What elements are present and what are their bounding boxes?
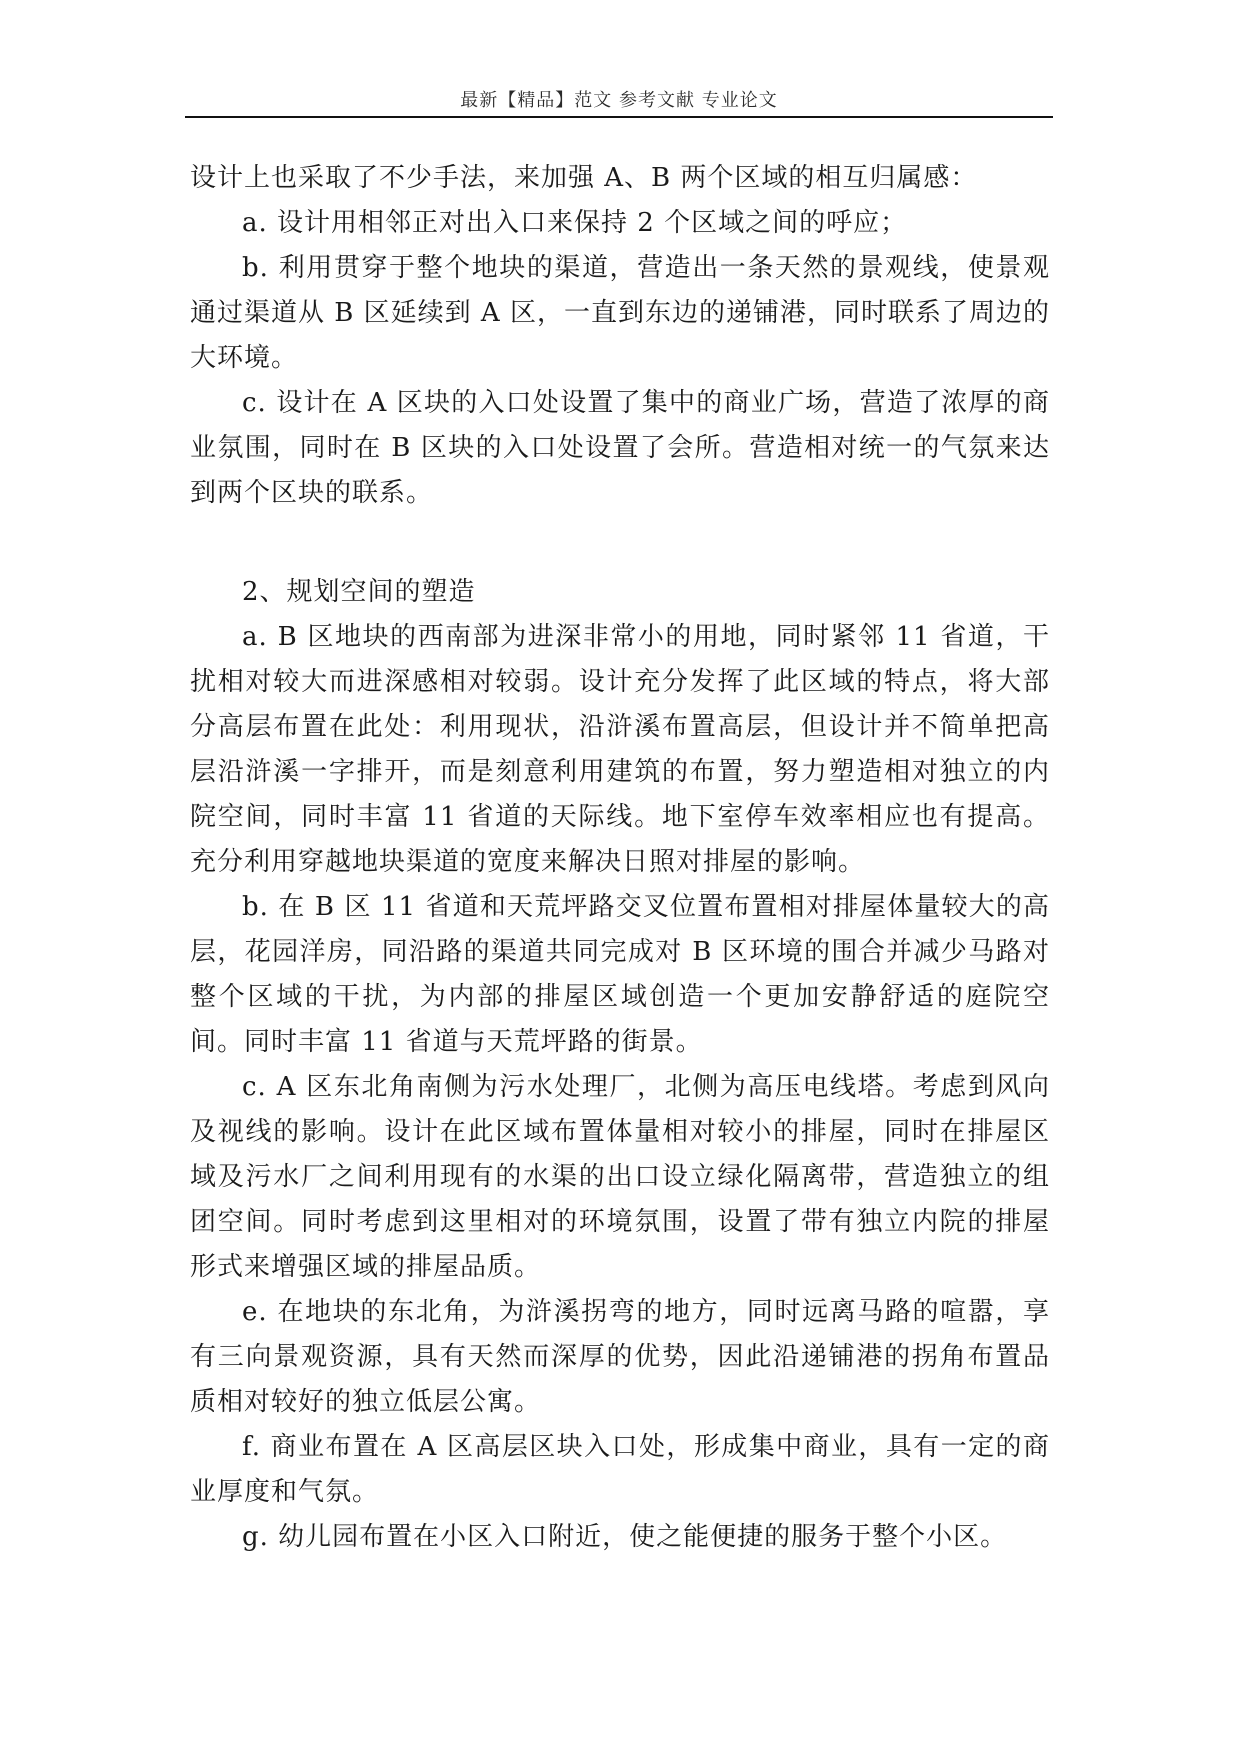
list-item-b: b. 利用贯穿于整个地块的渠道，营造出一条天然的景观线，使景观通过渠道从 B 区延续到 A 区，一直到东边的递铺港，同时联系了周边的大环境。: [190, 253, 1050, 373]
section-item-e: e. 在地块的东北角，为浒溪拐弯的地方，同时远离马路的喧嚣，享有三向景观资源，具有天然而深厚的优势，因此沿递铺港的拐角布置品质相对较好的独立低层公寓。: [190, 1297, 1050, 1417]
section-item-c: c. A 区东北角南侧为污水处理厂，北侧为高压电线塔。考虑到风向及视线的影响。设计在此区域布置体量相对较小的排屋，同时在排屋区域及污水厂之间利用现有的水渠的出口设立绿化隔离带，营造独立的组团空间。同时考虑到这里相对的环境氛围，设置了带有独立内院的排屋形式来增强区域的排屋品质。: [190, 1072, 1050, 1282]
section-item-g: g. 幼儿园布置在小区入口附近，使之能便捷的服务于整个小区。: [242, 1522, 1008, 1552]
section-heading: 2、规划空间的塑造: [242, 577, 476, 607]
page-header: 最新【精品】范文 参考文献 专业论文: [460, 90, 778, 111]
intro-paragraph: 设计上也采取了不少手法，来加强 A、B 两个区域的相互归属感：: [190, 163, 978, 193]
document-body: [190, 156, 1050, 1560]
list-item-a: a. 设计用相邻正对出入口来保持 2 个区域之间的呼应；: [242, 208, 908, 238]
section-item-b: b. 在 B 区 11 省道和天荒坪路交叉位置布置相对排屋体量较大的高层，花园洋房，同沿路的渠道共同完成对 B 区环境的围合并减少马路对整个区域的干扰，为内部的排屋区域创造一个更加安静舒适的庭院空间。同时丰富 11 省道与天荒坪路的街景。: [190, 892, 1050, 1057]
list-item-c: c. 设计在 A 区块的入口处设置了集中的商业广场，营造了浓厚的商业氛围，同时在 B 区块的入口处设置了会所。营造相对统一的气氛来达到两个区块的联系。: [190, 388, 1050, 508]
header-divider: [185, 116, 1053, 118]
section-item-f: f. 商业布置在 A 区高层区块入口处，形成集中商业，具有一定的商业厚度和气氛。: [190, 1432, 1050, 1507]
section-item-a: a. B 区地块的西南部为进深非常小的用地，同时紧邻 11 省道，干扰相对较大而进深感相对较弱。设计充分发挥了此区域的特点，将大部分高层布置在此处：利用现状，沿浒溪布置高层，但设计并不简单把高层沿浒溪一字排开，而是刻意利用建筑的布置，努力塑造相对独立的内院空间，同时丰富 11 省道的天际线。地下室停车效率相应也有提高。充分利用穿越地块渠道的宽度来解决日照对排屋的影响。: [190, 622, 1050, 877]
